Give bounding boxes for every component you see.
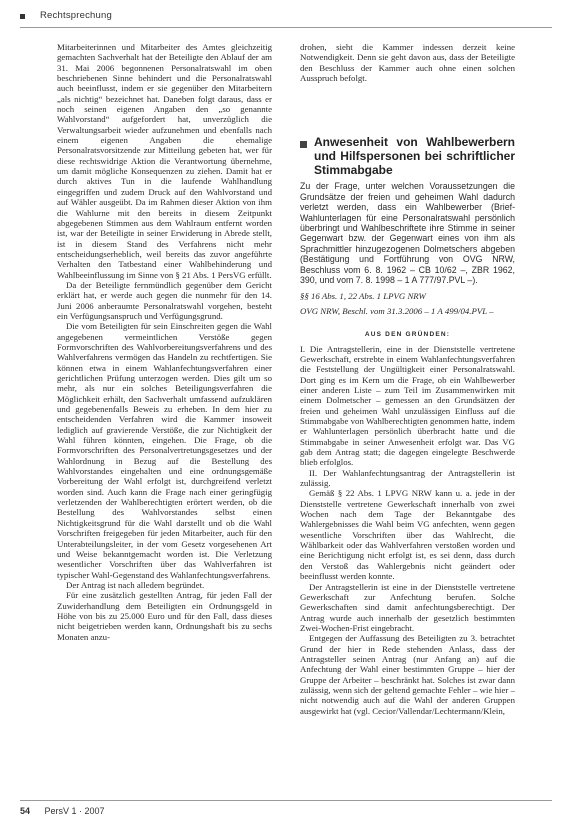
section-label: AUS DEN GRÜNDEN: bbox=[364, 331, 451, 339]
heading-square-icon bbox=[300, 141, 307, 148]
left-column bbox=[57, 42, 272, 642]
page-number: 54 bbox=[20, 806, 31, 816]
header-rule bbox=[20, 27, 552, 28]
right-column bbox=[300, 42, 515, 716]
headnote: Zu der Frage, unter welchen Voraussetzungen die Grundsätze der freien und geheimen Wahl dadurch verletzt werden, dass ein Wahlbewerber (Brief-Wahlunterlagen für eine Personalratswahl persönlich überbringt und Wahlbeschriftete ihre Stimme in seiner Gegenwart bzw. der Gegenwart eines von ihm als Sprachmittler hinzugezogenen Dolmetschers abgeben (Bestätigung und Fortführung von OVG NRW, Beschluss vom 6. 8. 1962 – CB 10/62 –, ZBR 1962, 390, und vom 7. 8. 1998 – 1 A 777/97.PVL –). bbox=[300, 181, 515, 286]
footer-rule bbox=[20, 800, 552, 801]
decision-heading: Anwesenheit von Wahlbewerbern und Hilfspersonen bei schriftlicher Stimmabgabe bbox=[314, 135, 515, 178]
header-square-icon bbox=[20, 14, 25, 19]
section-title: Rechtsprechung bbox=[40, 10, 112, 21]
issue-label: PersV 1 · 2007 bbox=[44, 806, 105, 816]
body-paragraph: drohen, sieht die Kammer indessen derzeit keine Notwendigkeit. Denn sie geht davon aus, dass der Beteiligte den Beschluss der Kammer auch ohne einen solchen Ausspruch befolgt. bbox=[300, 42, 515, 84]
norm-citation: §§ 16 Abs. 1, 22 Abs. 1 LPVG NRW bbox=[300, 291, 426, 302]
body-paragraph: Gemäß § 22 Abs. 1 LPVG NRW kann u. a. jede in der Dienststelle vertretene Gewerkschaft innerhalb von zwei Wochen nach dem Tage der Bekanntgabe des Wahlergebnisses die Wahl beim VG anfechten, wenn gegen wesentliche Vorschriften über das Wahlrecht, die Wählbarkeit oder das Wahlverfahren verstoßen worden und eine Berichtigung nicht erfolgt ist, es sei denn, dass durch den Verstoß das Wahlergebnis nicht geändert oder beeinflusst werden konnte. bbox=[300, 488, 515, 582]
body-paragraph: II. Der Wahlanfechtungsantrag der Antragstellerin ist zulässig. bbox=[300, 467, 515, 489]
body-paragraph: Die vom Beteiligten für sein Einschreiten gegen die Wahl angegebenen vermeintlichen Verstöße gegen Formvorschriften des Wahlvorbereitungsverfahrens und des Wahlverfahrens vermögen das Handeln zu rechtfertigen. Sie können etwa in einem Wahlanfechtungsverfahren einer gerichtlichen Prüfung unterzogen werden. Dies gilt um so mehr, als nur ein solches Beteiligungsverfahren die Möglichkeit erhält, den Sachverhalt umfassend aufzuklären und gegebenenfalls Beweis zu erheben. In dem hier zu entscheidenden Verfahren wird die Kammer insoweit lediglich auf gravierende Verstöße, die zur Nichtigkeit der Wahl führen könnten, eingehen. Die Frage, ob die Formvorschriften des Personalvertretungsgesetzes und der Wahlordnung in Bezug auf die Bestellung des Wahlvorstandes eingehalten und eine ordnungsgemäße Vorbereitung der Wahl erfolgt ist, durchgreifend verletzt worden sind. Auch kann die Frage nach einer geringfügig verletzenden der Wahlberechtigten erörtert werden, ob die Bestellung des Wahlvorstandes selbst einen Nichtigkeitsgrund für die Wahl darstellt und ob die Wahl Vorschriften freigegeben für jeden Mitarbeiter, auch für den Unterabteilungsleiter, in der vom Gesetz vorgesehenen Art und Weise bekanntgemacht worden ist. Die Verletzung wesentlicher Vorschriften über das Wahlverfahren ist typischer Wahl-Gegenstand des Wahlanfechtungsverfahrens. bbox=[57, 321, 272, 580]
running-footer bbox=[20, 806, 105, 816]
body-paragraph: Mitarbeiterinnen und Mitarbeiter des Amtes gleichzeitig gemachten Sachverhalt hat der Beteiligte den Ablauf der am 31. Mai 2006 begonnenen Personalratswahl im oben beschriebenen Sinne behindert und die Personalratswahl auch beeinflusst, indem er sie gegenüber den Mitarbeitern „als nichtig“ bezeichnet hat. Daneben folgt daraus, dass er noch seinen eigenen Angaben den „so genannte Wahlvorstand“ aufgefordert hat, unverzüglich die Verwaltungsarbeit wieder aufzunehmen und ebenfalls nach einem eigenen Angaben die ehemalige Personalratsvorsitzende zur Mitteilung gebeten hat, wer für diese rechtswidrige Aktion die Verantwortung übernehme, um damit mögliche Konsequenzen zu ziehen. Damit hat er durch aktives Tun in die laufende Wahlhandlung eingegriffen und zudem Druck auf den Wahlvorstand und auf Wähler ausgeübt. Da im Rahmen dieser Aktion von ihm die Wahlurne mit den bereits in diesem Zeitpunkt abgegebenen Stimmen aus dem Wahlraum entfernt worden ist, war der Beteiligte in seiner Erwiderung in Abrede stellt, ist in diesem Stand des Verfahrens nicht mehr entscheidungserheblich, weil bereits das zuvor angeführte Verhalten den Tatbestand einer Wahlbehinderung und Wahlbeeinflussung im Sinne von § 21 Abs. 1 PersVG erfüllt. bbox=[57, 42, 272, 280]
running-header bbox=[20, 10, 550, 26]
body-paragraph: Der Antrag ist nach alledem begründet. bbox=[66, 579, 205, 590]
court-citation: OVG NRW, Beschl. vom 31.3.2006 – 1 A 499/04.PVL – bbox=[300, 305, 494, 316]
body-paragraph: Der Antragstellerin ist eine in der Dienststelle vertretene Gewerkschaft zur Anfechtung berufen. Solche Gewerkschaften sind damit anfechtungsberechtigt. Der Antrag wurde auch innerhalb der gesetzlich bestimmten Zwei-Wochen-Frist eingebracht. bbox=[300, 581, 515, 633]
body-paragraph: Für eine zusätzlich gestellten Antrag, für jeden Fall der Zuwiderhandlung dem Beteiligten ein Ordnungsgeld in Höhe von bis zu 25.000 Euro und für den Fall, dass dieses nicht beigetrieben werden kann, Ordnungshaft bis zu sechs Monaten anzu- bbox=[57, 590, 272, 642]
body-paragraph: I. Die Antragstellerin, eine in der Dienststelle vertretene Gewerkschaft, erstrebte in einem Wahlanfechtungsverfahren die Feststellung der Ungültigkeit einer Personalratswahl. Dort ging es im Kern um die Frage, ob ein Wahlbewerber einer anderen Liste – zum Teil im Zusammenwirken mit einem Dolmetscher – gemessen an den Grundsätzen der freien und geheimen Wahl unzulässigen Einfluss auf die Stimmabgabe von Wahlberechtigten genommen hatte, indem er Wahlunterlagen persönlich überbracht hatte und die Stimmabgabe in seiner Anwesenheit erfolgt war. Das VG gab dem Antrag statt; die dagegen eingelegte Beschwerde blieb erfolglos. bbox=[300, 343, 515, 468]
body-paragraph: Da der Beteiligte fernmündlich gegenüber dem Gericht erklärt hat, er werde auch gegen die nunmehr für den 14. Juni 2006 anberaumte Personalratswahl vorgehen, besteht ein Verfügungsanspruch und Verfügungsgrund. bbox=[57, 279, 272, 321]
body-paragraph: Entgegen der Auffassung des Beteiligten zu 3. betrachtet Grund der hier in Rede stehenden Anlass, dass der Antragsteller seinen Antrag (nur Anfang an) auf die Anfechtung der Wahl einer bestimmten Gruppe – hier der Gruppe der Arbeiter – beschränkt hat. Solches ist zwar dann zulässig, wenn sich der geltend gemachte Fehler – wie hier – nicht notwendig auch auf die Wahl der anderen Gruppen ausgewirkt hat (vgl. Cecior/Vallendar/Lechtermann/Klein, bbox=[300, 633, 515, 716]
decision-heading-block bbox=[300, 135, 515, 177]
